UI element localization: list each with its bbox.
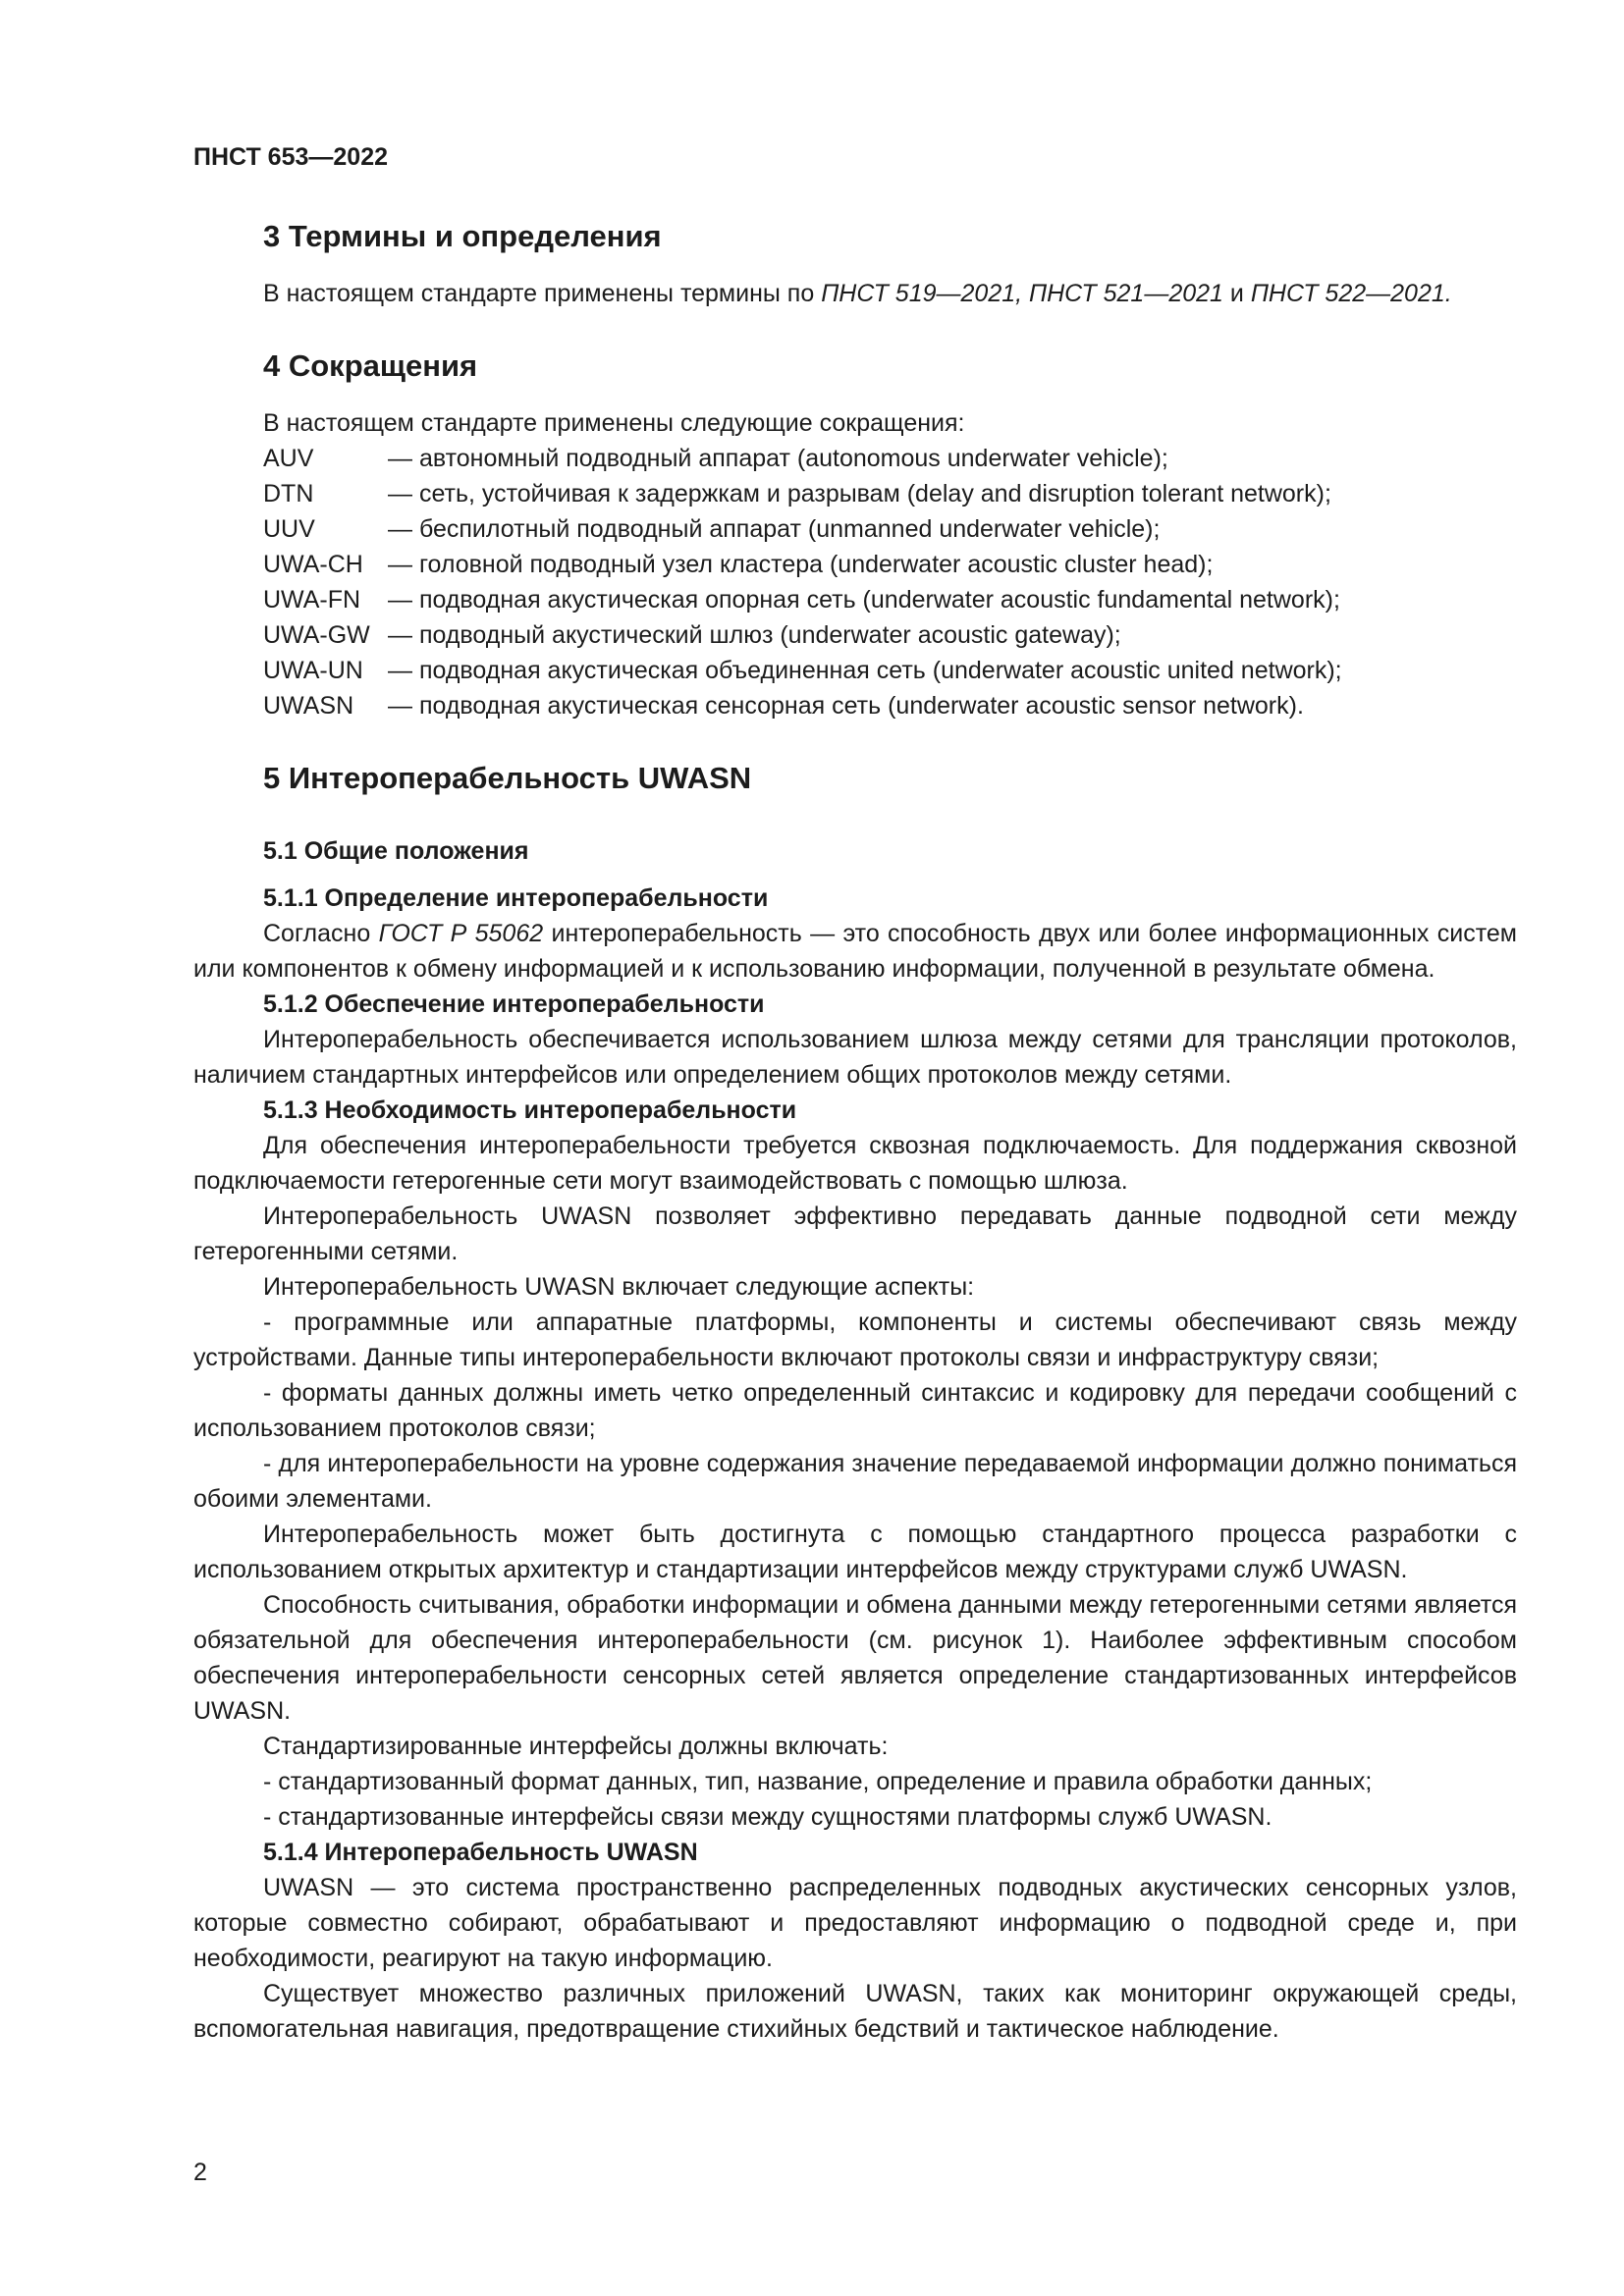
- list-item: - программные или аппаратные платформы, компоненты и системы обеспечивают связь между устройствами. Данные типы интероперабельности включают протоколы связи и инфраструктуру связи;: [193, 1308, 1517, 1371]
- section-5-1-3-heading: 5.1.3 Необходимость интероперабельности: [263, 1096, 797, 1124]
- section-5-1-3-paragraph: Стандартизированные интерфейсы должны включать:: [263, 1733, 889, 1760]
- section-4-heading: 4 Сокращения: [263, 348, 478, 383]
- section-5-heading: 5 Интероперабельность UWASN: [263, 761, 752, 795]
- document-code: ПНСТ 653—2022: [193, 143, 388, 171]
- section-5-1-3-paragraph: Интероперабельность может быть достигнута с помощью стандартного процесса разработки с использованием открытых архитектур и стандартизации интерфейсов между структурами служб UWASN.: [193, 1521, 1517, 1583]
- section-5-1-2-heading: 5.1.2 Обеспечение интероперабельности: [263, 990, 765, 1018]
- abbreviation-row: UWA-FN — подводная акустическая опорная сеть (underwater acoustic fundamental network);: [263, 586, 1340, 614]
- abbreviation-row: UWA-GW — подводный акустический шлюз (underwater acoustic gateway);: [263, 621, 1121, 649]
- section-5-1-3-paragraph: Способность считывания, обработки информации и обмена данными между гетерогенными сетями является обязательной для обеспечения интероперабельности (см. рисунок 1). Наиболее эффективным способом обеспечения интероперабельности сенсорных сетей является определение стандартизованных интерфейсов UWASN.: [193, 1591, 1517, 1725]
- list-item: - форматы данных должны иметь четко определенный синтаксис и кодировку для передачи сообщений с использованием протоколов связи;: [193, 1379, 1517, 1442]
- section-5-1-heading: 5.1 Общие положения: [263, 837, 529, 865]
- abbreviation-row: AUV — автономный подводный аппарат (autonomous underwater vehicle);: [263, 445, 1168, 472]
- page-number: 2: [193, 2159, 207, 2186]
- section-5-1-4-heading: 5.1.4 Интероперабельность UWASN: [263, 1839, 698, 1866]
- section-5-1-2-paragraph: Интероперабельность обеспечивается использованием шлюза между сетями для трансляции протоколов, наличием стандартных интерфейсов или определением общих протоколов между сетями.: [193, 1026, 1517, 1089]
- section-5-1-1-paragraph: Согласно ГОСТ Р 55062 интероперабельность — это способность двух или более информационных систем или компонентов к обмену информацией и к использованию информации, полученной в результате обмена.: [193, 920, 1517, 983]
- section-5-1-1-heading: 5.1.1 Определение интероперабельности: [263, 884, 769, 912]
- abbreviation-row: UWASN — подводная акустическая сенсорная сеть (underwater acoustic sensor network).: [263, 692, 1304, 720]
- reference-pnst-522: ПНСТ 522—2021.: [1250, 280, 1452, 307]
- reference-pnst-519-521: ПНСТ 519—2021, ПНСТ 521—2021: [821, 280, 1223, 307]
- abbreviation-row: UUV — беспилотный подводный аппарат (unmanned underwater vehicle);: [263, 515, 1161, 543]
- document-page: [193, 143, 1517, 2047]
- abbreviation-row: UWA-CH — головной подводный узел кластера (underwater acoustic cluster head);: [263, 551, 1214, 578]
- section-5-1-3-paragraph: Для обеспечения интероперабельности требуется сквозная подключаемость. Для поддержания сквозной подключаемости гетерогенные сети могут взаимодействовать с помощью шлюза.: [193, 1132, 1517, 1195]
- section-3-heading: 3 Термины и определения: [263, 219, 662, 253]
- list-item: - стандартизованный формат данных, тип, название, определение и правила обработки данных;: [263, 1768, 1373, 1795]
- abbreviation-list: [263, 441, 1517, 723]
- abbreviation-row: DTN — сеть, устойчивая к задержкам и разрывам (delay and disruption tolerant network);: [263, 480, 1331, 507]
- section-5-1-3-paragraph: Интероперабельность UWASN позволяет эффективно передавать данные подводной сети между гетерогенными сетями.: [193, 1202, 1517, 1265]
- section-5-1-4-paragraph: UWASN — это система пространственно распределенных подводных акустических сенсорных узлов, которые совместно собирают, обрабатывают и предоставляют информацию о подводной среде и, при необходимости, реагируют на такую информацию.: [193, 1874, 1517, 1972]
- abbreviation-row: UWA-UN — подводная акустическая объединенная сеть (underwater acoustic united network);: [263, 657, 1342, 684]
- list-item: - для интероперабельности на уровне содержания значение передаваемой информации должно пониматься обоими элементами.: [193, 1450, 1517, 1513]
- reference-gost-55062: ГОСТ Р 55062: [378, 920, 544, 947]
- section-3-paragraph: В настоящем стандарте применены термины по ПНСТ 519—2021, ПНСТ 521—2021 и ПНСТ 522—2021.: [263, 280, 1452, 307]
- list-item: - стандартизованные интерфейсы связи между сущностями платформы служб UWASN.: [263, 1803, 1272, 1831]
- section-5-1-4-paragraph: Существует множество различных приложений UWASN, таких как мониторинг окружающей среды, вспомогательная навигация, предотвращение стихийных бедствий и тактическое наблюдение.: [193, 1980, 1517, 2043]
- section-4-intro: В настоящем стандарте применены следующие сокращения:: [263, 409, 965, 437]
- section-5-1-3-paragraph: Интероперабельность UWASN включает следующие аспекты:: [263, 1273, 975, 1301]
